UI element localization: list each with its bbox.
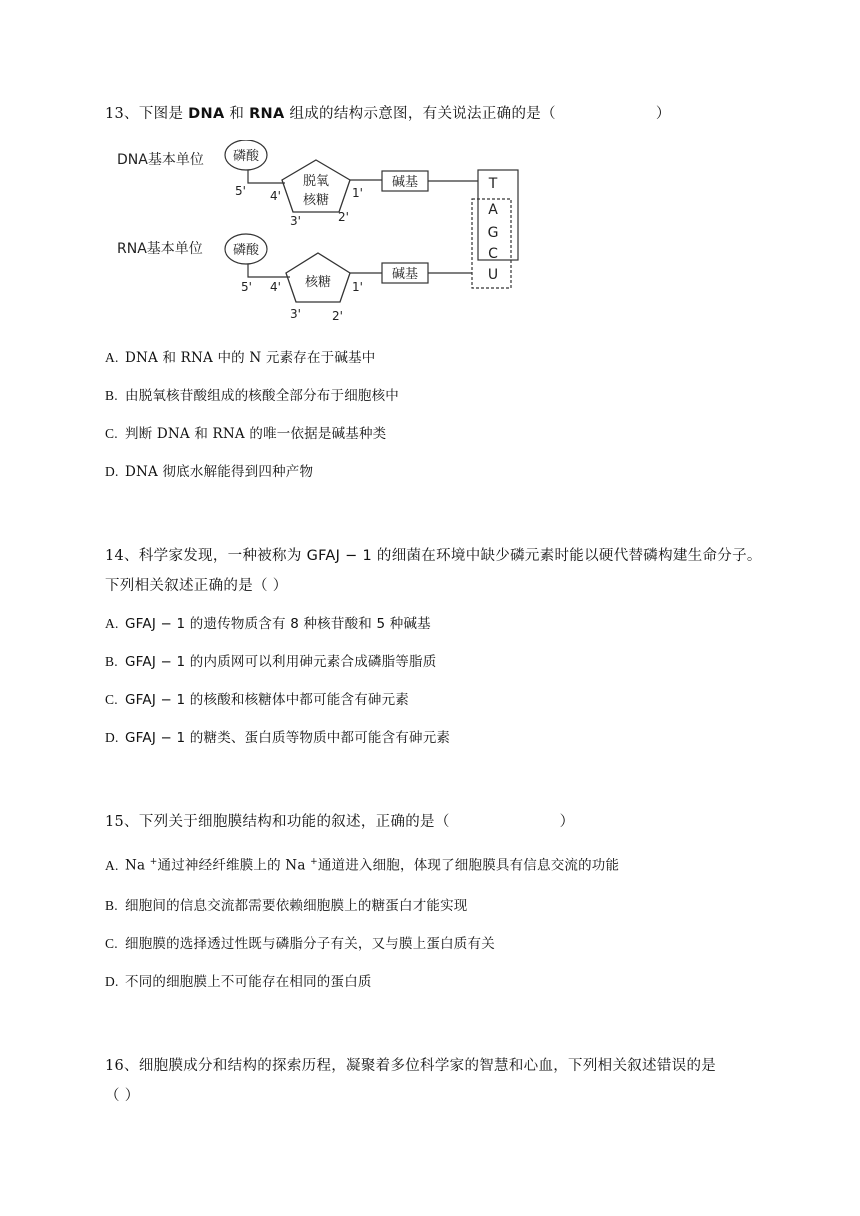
option-text: DNA 彻底水解能得到四种产物 (125, 464, 314, 480)
q13-stem-mid: 和 (224, 106, 250, 122)
option-text-part-3: 通道进入细胞，体现了细胞膜具有信息交流的功能 (317, 857, 620, 874)
option-letter: D. (105, 974, 119, 989)
option-text: 的核酸和核糖体中都可能含有砷元素 (185, 692, 409, 708)
option-code: GFAJ − 1 (125, 692, 186, 708)
q15-option-c[interactable] (105, 934, 495, 954)
option-letter: A. (105, 350, 119, 365)
option-letter: C. (105, 936, 118, 951)
option-text-part-2: 通过神经纤维膜上的 Na (157, 857, 311, 874)
q15-stem-close: ） (559, 814, 575, 830)
rna-phosphate-label: 磷酸 (232, 243, 260, 258)
rna-c2-label: 2' (332, 309, 343, 323)
option-letter: A. (105, 857, 119, 873)
option-text-post: 种碱基 (385, 616, 431, 632)
rna-unit-label: RNA基本单位 (117, 241, 203, 257)
dna-base-label: 碱基 (391, 175, 419, 190)
dna-unit-label: DNA基本单位 (117, 152, 204, 168)
dna-bases-box (478, 170, 518, 260)
option-text-pre: 的遗传物质含有 (185, 616, 291, 632)
rna-c4-label: 4' (270, 280, 281, 294)
q14-stem-suffix: 的细菌在环境中缺少磷元素时能以硬代替磷构建生命分子。 (372, 548, 762, 564)
rna-c5-label: 5' (241, 280, 252, 294)
q13-stem-prefix: 13、下图是 (105, 106, 189, 122)
base-t: T (488, 176, 498, 192)
dna-c5-label: 5' (235, 184, 246, 198)
dna-phosphate-label: 磷酸 (232, 149, 260, 164)
q13-stem-suffix: 组成的结构示意图，有关说法正确的是（ (284, 106, 556, 122)
rna-base-label: 碱基 (391, 267, 419, 282)
option-number-1: 8 (290, 616, 299, 632)
option-text: 细胞膜的选择透过性既与磷脂分子有关，又与膜上蛋白质有关 (125, 936, 495, 952)
base-g: G (487, 225, 499, 241)
option-text-mid: 种核苷酸和 (298, 616, 377, 632)
nucleotide-structure-diagram (112, 140, 522, 330)
q14-option-d[interactable] (105, 728, 450, 748)
rna-c3-label: 3' (290, 307, 301, 321)
base-a: A (488, 202, 498, 218)
q15-option-b[interactable] (105, 896, 468, 916)
superscript-plus: + (149, 857, 158, 867)
superscript-plus: + (310, 857, 318, 867)
q13-option-c[interactable] (105, 424, 386, 444)
dna-c4-label: 4' (270, 189, 281, 203)
q14-option-a[interactable] (105, 614, 431, 634)
option-code: GFAJ − 1 (125, 654, 186, 670)
option-text: 的内质网可以利用砷元素合成磷脂等脂质 (185, 654, 437, 670)
base-c: C (488, 246, 498, 262)
q13-option-d[interactable] (105, 462, 313, 482)
question-14-stem-line-2: 下列相关叙述正确的是（ ） (105, 578, 288, 594)
option-letter: C. (105, 692, 118, 707)
q13-stem-close: ） (655, 106, 671, 122)
option-text: DNA 和 RNA 中的 N 元素存在于碱基中 (125, 350, 376, 366)
q14-option-c[interactable] (105, 690, 409, 710)
option-letter: C. (105, 426, 118, 441)
option-letter: B. (105, 898, 118, 913)
dna-c3-label: 3' (290, 214, 301, 228)
question-14-stem-line-1 (105, 546, 762, 566)
option-text: 由脱氧核苷酸组成的核酸全部分布于细胞核中 (125, 388, 399, 404)
question-16-stem-line-2: （ ） (105, 1088, 140, 1104)
q13-dna: DNA (188, 106, 225, 122)
dna-c1-label: 1' (352, 186, 363, 200)
question-13-stem (105, 104, 671, 124)
q15-stem-text: 15、下列关于细胞膜结构和功能的叙述，正确的是（ (105, 814, 450, 830)
q13-option-a[interactable] (105, 348, 375, 368)
option-text-part-1: Na (125, 857, 150, 874)
option-letter: A. (105, 616, 119, 631)
option-text: 的糖类、蛋白质等物质中都可能含有砷元素 (185, 730, 451, 746)
option-letter: B. (105, 388, 118, 403)
option-code: GFAJ − 1 (125, 730, 186, 746)
q13-option-b[interactable] (105, 386, 399, 406)
q14-organism-code: GFAJ − 1 (306, 548, 372, 564)
base-u: U (487, 267, 499, 283)
rna-c1-label: 1' (352, 280, 363, 294)
option-letter: D. (105, 730, 119, 745)
dna-c2-label: 2' (338, 210, 349, 224)
q14-option-b[interactable] (105, 652, 436, 672)
rna-phosphate-bond (248, 264, 290, 277)
q14-stem-prefix: 14、科学家发现，一种被称为 (105, 548, 307, 564)
deoxyribose-label-1: 脱氧 (302, 174, 330, 189)
question-15-stem (105, 812, 574, 832)
dna-phosphate-bond (248, 170, 285, 183)
option-text: 细胞间的信息交流都需要依赖细胞膜上的糖蛋白才能实现 (125, 898, 468, 914)
option-letter: D. (105, 464, 119, 479)
ribose-label: 核糖 (304, 275, 332, 290)
option-number-2: 5 (376, 616, 386, 632)
deoxyribose-label-2: 核糖 (302, 193, 330, 208)
option-code: GFAJ − 1 (125, 616, 186, 632)
q13-rna: RNA (249, 106, 285, 122)
option-text: 判断 DNA 和 RNA 的唯一依据是碱基种类 (125, 426, 387, 442)
q15-option-a[interactable] (105, 852, 619, 876)
question-16-stem-line-1: 16、细胞膜成分和结构的探索历程，凝聚着多位科学家的智慧和心血，下列相关叙述错误的是 (105, 1058, 717, 1074)
q15-option-d[interactable] (105, 972, 372, 992)
option-text: 不同的细胞膜上不可能存在相同的蛋白质 (125, 974, 372, 990)
option-letter: B. (105, 654, 118, 669)
